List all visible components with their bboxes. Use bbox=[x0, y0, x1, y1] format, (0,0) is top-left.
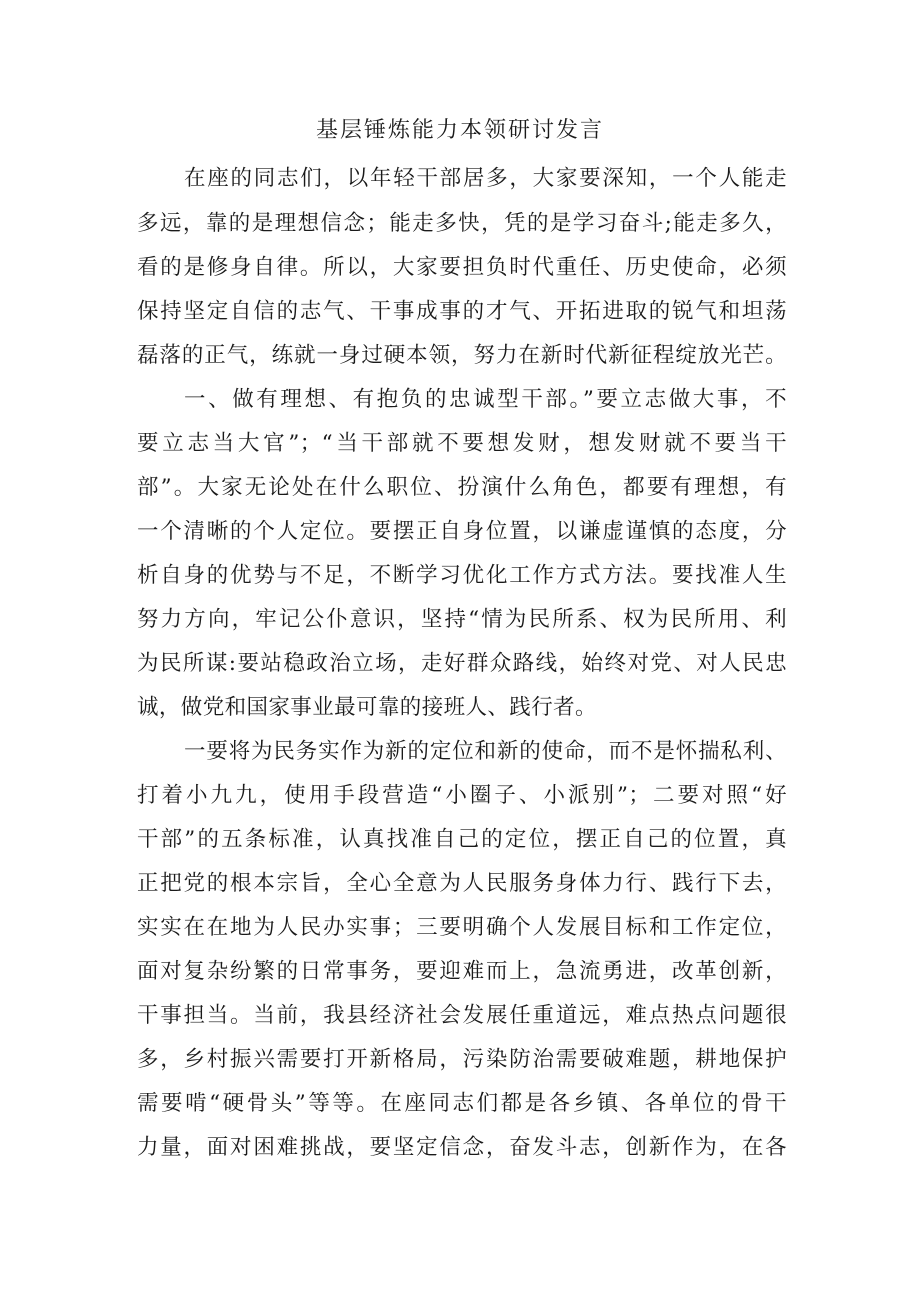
document-title: 基层锤炼能力本领研讨发言 bbox=[315, 118, 604, 143]
body-line: 部”。大家无论处在什么职位、扮演什么角色，都要有理想，有 bbox=[137, 475, 787, 500]
body-line: 保持坚定自信的志气、干事成事的才气、开拓进取的锐气和坦荡 bbox=[137, 299, 787, 324]
body-line: 为民所谋:要站稳政治立场，走好群众路线，始终对党、对人民忠 bbox=[137, 651, 787, 676]
body-line: 看的是修身自律。所以，大家要担负时代重任、历史使命，必须 bbox=[137, 255, 787, 280]
body-line: 多，乡村振兴需要打开新格局，污染防治需要破难题，耕地保护 bbox=[137, 1047, 787, 1072]
body-line: 力量，面对困难挑战，要坚定信念，奋发斗志，创新作为，在各 bbox=[137, 1135, 787, 1160]
body-line: 需要啃“硬骨头”等等。在座同志们都是各乡镇、各单位的骨干 bbox=[137, 1091, 787, 1116]
body-line: 在座的同志们，以年轻干部居多，大家要深知，一个人能走 bbox=[184, 166, 787, 191]
body-line: 努力方向，牢记公仆意识，坚持“情为民所系、权为民所用、利 bbox=[137, 607, 787, 632]
body-line: 要立志当大官”；“当干部就不要想发财，想发财就不要当干 bbox=[137, 431, 787, 456]
body-line: 干部”的五条标准，认真找准自己的定位，摆正自己的位置，真 bbox=[137, 827, 787, 852]
body-line: 实实在在地为人民办实事；三要明确个人发展目标和工作定位， bbox=[137, 915, 787, 940]
body-line: 干事担当。当前，我县经济社会发展任重道远，难点热点问题很 bbox=[137, 1003, 787, 1028]
body-line: 诚，做党和国家事业最可靠的接班人、践行者。 bbox=[137, 695, 597, 720]
body-line: 磊落的正气，练就一身过硬本领，努力在新时代新征程绽放光芒。 bbox=[137, 343, 787, 368]
body-line: 析自身的优势与不足，不断学习优化工作方式方法。要找准人生 bbox=[137, 563, 787, 588]
body-line: 打着小九九，使用手段营造“小圈子、小派别”；二要对照“好 bbox=[137, 783, 787, 808]
body-line: 一要将为民务实作为新的定位和新的使命，而不是怀揣私利、 bbox=[184, 739, 787, 764]
body-line: 多远，靠的是理想信念；能走多快，凭的是学习奋斗;能走多久， bbox=[137, 211, 787, 236]
body-line: 一、做有理想、有抱负的忠诚型干部。”要立志做大事，不 bbox=[184, 387, 787, 412]
body-line: 面对复杂纷繁的日常事务，要迎难而上，急流勇进，改革创新， bbox=[137, 959, 787, 984]
body-line: 一个清晰的个人定位。要摆正自身位置，以谦虚谨慎的态度，分 bbox=[137, 519, 787, 544]
body-line: 正把党的根本宗旨，全心全意为人民服务身体力行、践行下去， bbox=[137, 871, 787, 896]
